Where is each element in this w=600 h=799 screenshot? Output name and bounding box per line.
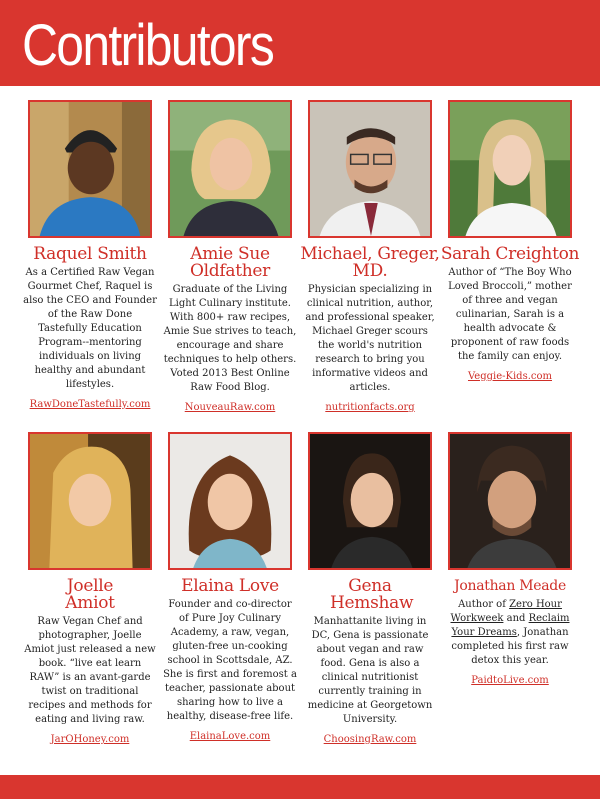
contributor-name: Joelle Amiot <box>65 576 115 613</box>
contributor-card-sarah-creighton <box>440 100 580 384</box>
contributor-card-raquel-smith <box>20 100 160 412</box>
contributor-photo <box>168 432 292 570</box>
contributor-name: Amie Sue Oldfather <box>190 244 270 281</box>
contributor-card-joelle-amiot <box>20 432 160 747</box>
contributor-card-amie-sue-oldfather <box>160 100 300 415</box>
contributor-bio: Manhattanite living in DC, Gena is passionate about vegan and raw food. Gena is also a clinical nutritionist currently training in medicine at Georgetown University. <box>307 616 433 725</box>
contributor-card-gena-hemshaw <box>300 432 440 747</box>
contributor-name: Elaina Love <box>181 576 279 596</box>
contributor-bio: Author of “The Boy Who Loved Broccoli,” mother of three and vegan culinarian, Sarah is a health advocate & proponent of raw foods the family can enjoy. <box>448 267 572 362</box>
contributor-bio: Physician specializing in clinical nutrition, author, and professional speaker, Michael Greger scours the world's nutrition research to bring you informative videos and articles. <box>305 284 435 393</box>
contributor-bio: Founder and co-director of Pure Joy Culinary Academy, a raw, vegan, gluten-free un-cooking school in Scottsdale, AZ. She is first and foremost a teacher, passionate about sharing how to live a healthy, disease-free life. <box>163 599 297 722</box>
contributor-website-link[interactable]: RawDoneTastefully.com <box>29 399 151 410</box>
contributor-bio: As a Certified Raw Vegan Gourmet Chef, Raquel is also the CEO and Founder of the Raw Done Tastefully Education Program--mentoring individuals on living healthy and abundant lifestyles. <box>23 267 157 390</box>
contributor-website-link[interactable]: ElainaLove.com <box>189 731 271 742</box>
contributor-bio: Raw Vegan Chef and photographer, Joelle Amiot just released a new book. “live eat learn RAW” is an avant-garde twist on traditional recipes and methods for eating and living raw. <box>24 616 156 725</box>
contributor-bio: Graduate of the Living Light Culinary institute. With 800+ raw recipes, Amie Sue strives to teach, encourage and share techniques to help others. Voted 2013 Best Online Raw Food Blog. <box>163 284 297 393</box>
contributor-name: Sarah Creighton <box>440 244 580 264</box>
contributor-bio <box>440 598 580 668</box>
footer-band <box>0 775 600 799</box>
contributor-name: Gena Hemshaw <box>330 576 414 613</box>
contributor-photo <box>168 100 292 238</box>
bio-prefix: Author of <box>458 599 506 610</box>
contributor-photo <box>448 100 572 238</box>
bio-and: and <box>506 613 526 624</box>
contributor-card-jonathan-meade <box>440 432 580 688</box>
contributor-website-link[interactable]: nutritionfacts.org <box>325 402 415 413</box>
contributor-photo <box>308 100 432 238</box>
contributor-website-link[interactable]: ChoosingRaw.com <box>323 734 417 745</box>
book-title-zero-hour-workweek[interactable]: Zero Hour Workweek <box>450 599 562 624</box>
book-title-reclaim-your-dreams[interactable]: Reclaim Your Dreams <box>451 613 570 638</box>
contributor-card-elaina-love <box>160 432 300 744</box>
bio-suffix: , Jonathan completed his first raw detox this year. <box>451 627 569 666</box>
contributor-website-link[interactable]: NouveauRaw.com <box>184 402 276 413</box>
contributor-website-link[interactable]: PaidtoLive.com <box>471 675 549 686</box>
contributor-card-michael-greger <box>300 100 440 415</box>
contributor-photo <box>308 432 432 570</box>
header-band <box>0 0 600 86</box>
contributor-photo <box>28 100 152 238</box>
contributor-name: Raquel Smith <box>33 244 147 264</box>
contributor-website-link[interactable]: JarOHoney.com <box>50 734 130 745</box>
contributor-name: Jonathan Meade <box>454 578 566 594</box>
contributor-photo <box>28 432 152 570</box>
page-title: Contributors <box>22 13 274 78</box>
contributor-name: Michael, Greger, MD. <box>300 244 440 281</box>
contributor-photo <box>448 432 572 570</box>
contributor-website-link[interactable]: Veggie-Kids.com <box>467 371 552 382</box>
